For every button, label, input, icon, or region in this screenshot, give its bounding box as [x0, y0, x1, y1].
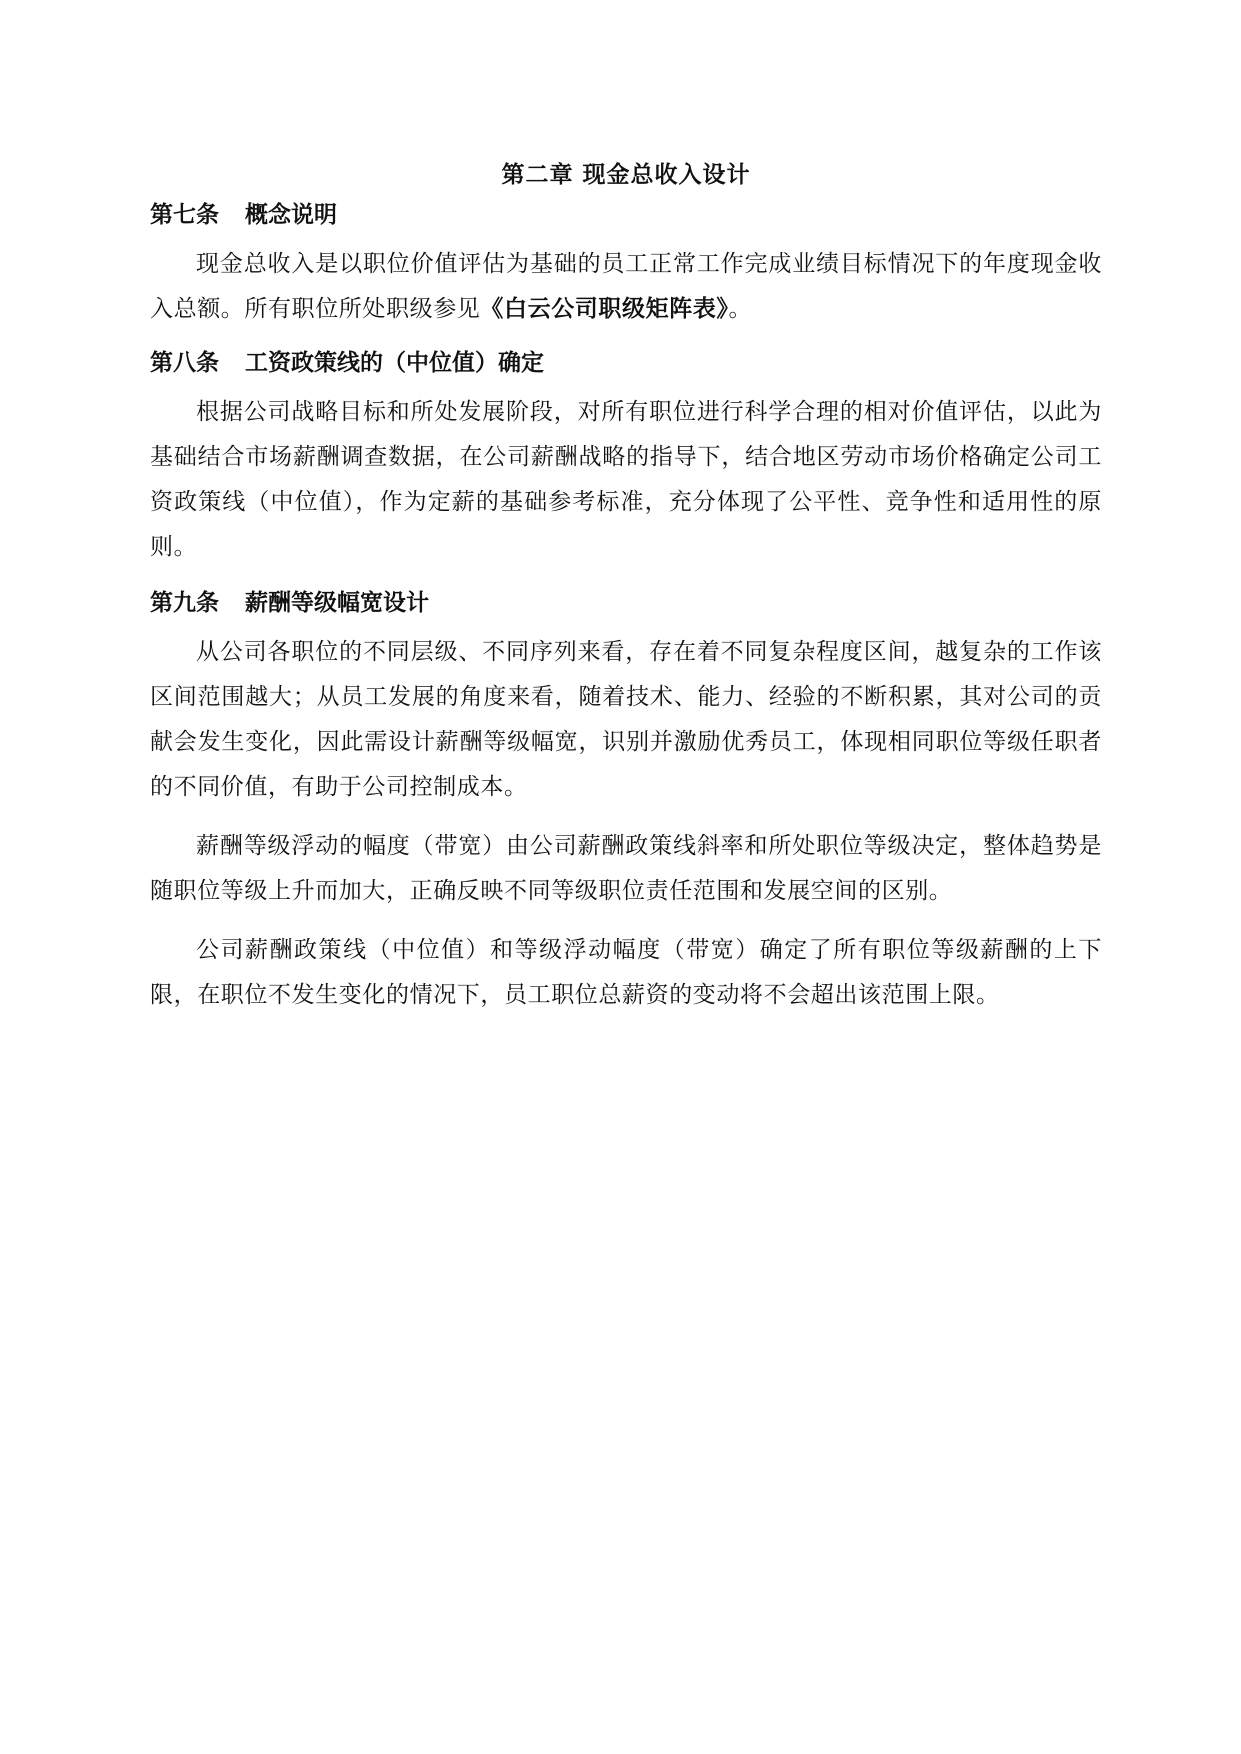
chapter-title: 第二章 现金总收入设计	[501, 162, 751, 188]
article-7-paragraph-1	[150, 242, 1102, 332]
article-7	[150, 198, 1102, 332]
article-9-heading	[150, 586, 1102, 620]
job-grade-matrix-reference: 《白云公司职级矩阵表》	[480, 296, 729, 322]
article-9	[150, 586, 1102, 1018]
article-8-paragraph-1: 根据公司战略目标和所处发展阶段，对所有职位进行科学合理的相对价值评估，以此为基础结合市场薪酬调查数据，在公司薪酬战略的指导下，结合地区劳动市场价格确定公司工资政策线（中位值），作为定薪的基础参考标准，充分体现了公平性、竞争性和适用性的原则。	[150, 399, 1102, 560]
article-7-number: 第七条	[150, 202, 219, 228]
article-7-paragraph-1-end: 。	[728, 296, 753, 322]
article-7-paragraph-1-text: 现金总收入是以职位价值评估为基础的员工正常工作完成业绩目标情况下的年度现金收入总额。所有职位所处职级参见	[150, 251, 1102, 322]
article-8-heading	[150, 346, 1102, 380]
article-9-number: 第九条	[150, 590, 219, 616]
article-7-heading	[150, 198, 1102, 232]
article-9-title: 薪酬等级幅宽设计	[245, 590, 429, 616]
article-8-title: 工资政策线的（中位值）确定	[245, 350, 544, 376]
article-8	[150, 346, 1102, 570]
article-9-paragraph-3: 公司薪酬政策线（中位值）和等级浮动幅度（带宽）确定了所有职位等级薪酬的上下限，在职位不发生变化的情况下，员工职位总薪资的变动将不会超出该范围上限。	[150, 937, 1102, 1008]
article-7-title: 概念说明	[245, 202, 337, 228]
article-9-paragraph-2: 薪酬等级浮动的幅度（带宽）由公司薪酬政策线斜率和所处职位等级决定，整体趋势是随职位等级上升而加大，正确反映不同等级职位责任范围和发展空间的区别。	[150, 833, 1102, 904]
article-8-number: 第八条	[150, 350, 219, 376]
article-9-paragraph-1: 从公司各职位的不同层级、不同序列来看，存在着不同复杂程度区间，越复杂的工作该区间范围越大；从员工发展的角度来看，随着技术、能力、经验的不断积累，其对公司的贡献会发生变化，因此需设计薪酬等级幅宽，识别并激励优秀员工，体现相同职位等级任职者的不同价值，有助于公司控制成本。	[150, 639, 1102, 800]
